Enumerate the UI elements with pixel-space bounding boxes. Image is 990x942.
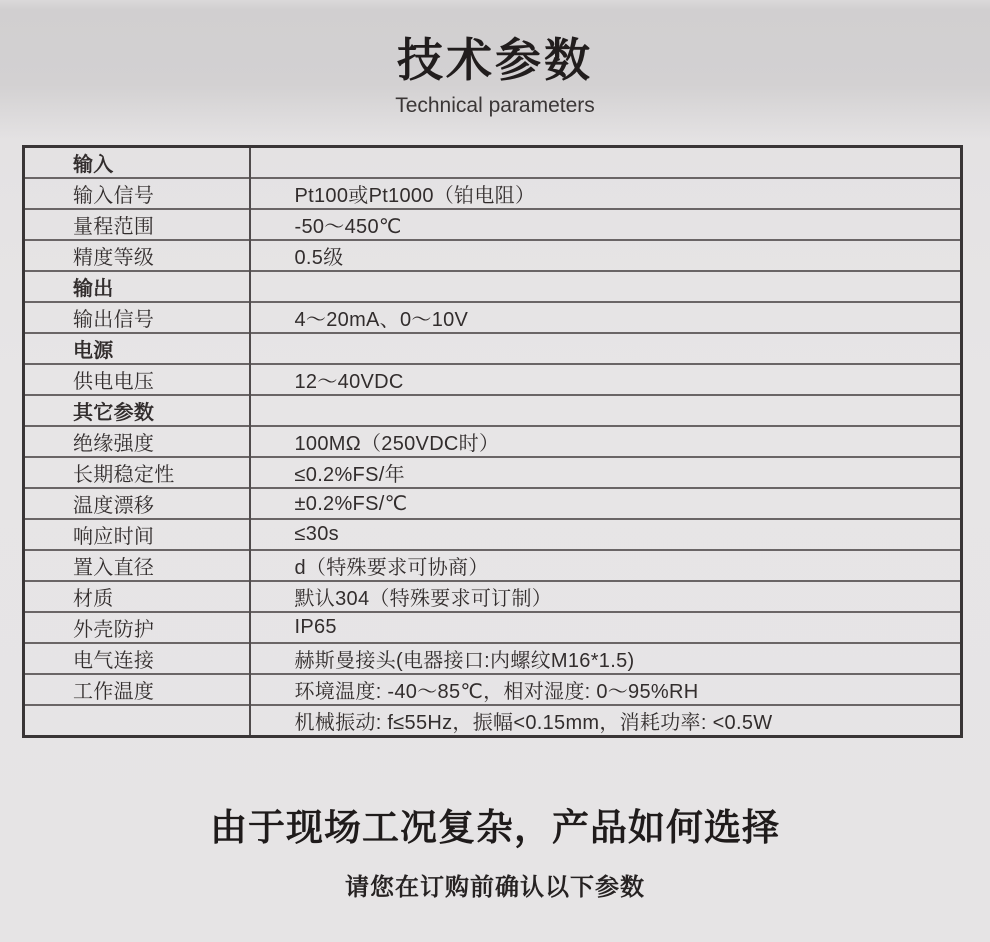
table-row	[24, 550, 962, 581]
param-value-cell: Pt100或Pt1000（铂电阻）	[250, 178, 962, 209]
table-row	[24, 271, 962, 302]
table-row	[24, 395, 962, 426]
param-label-cell: 响应时间	[24, 519, 250, 550]
param-value-cell: 4～20mA、0～10V	[250, 302, 962, 333]
param-label-cell: 外壳防护	[24, 612, 250, 643]
param-label-cell: 工作温度	[24, 674, 250, 705]
spec-table-body	[24, 147, 962, 737]
table-row	[24, 705, 962, 737]
param-label-cell: 其它参数	[24, 395, 250, 426]
table-row	[24, 643, 962, 674]
table-row	[24, 519, 962, 550]
param-label-cell: 绝缘强度	[24, 426, 250, 457]
table-row	[24, 209, 962, 240]
param-label-cell: 精度等级	[24, 240, 250, 271]
param-label-cell: 输出信号	[24, 302, 250, 333]
footer-subheading: 请您在订购前确认以下参数	[345, 874, 645, 901]
param-value-cell: 环境温度: -40～85℃，相对湿度: 0～95%RH	[250, 674, 962, 705]
footer-heading: 由于现场工况复杂，产品如何选择	[210, 807, 780, 848]
spec-table	[22, 145, 963, 738]
param-value-cell: 机械振动: f≤55Hz，振幅<0.15mm，消耗功率: <0.5W	[250, 705, 962, 737]
param-label-cell: 置入直径	[24, 550, 250, 581]
page-header	[0, 0, 990, 118]
param-value-cell: -50～450℃	[250, 209, 962, 240]
table-row	[24, 240, 962, 271]
table-row	[24, 333, 962, 364]
table-row	[24, 581, 962, 612]
param-value-cell	[250, 333, 962, 364]
param-label-cell: 输入信号	[24, 178, 250, 209]
page-title: 技术参数	[397, 34, 593, 86]
param-value-cell	[250, 147, 962, 179]
table-row	[24, 674, 962, 705]
param-label-cell: 输出	[24, 271, 250, 302]
table-row	[24, 178, 962, 209]
table-row	[24, 457, 962, 488]
table-row	[24, 612, 962, 643]
table-row	[24, 364, 962, 395]
param-value-cell: IP65	[250, 612, 962, 643]
param-label-cell: 输入	[24, 147, 250, 179]
param-value-cell: 12～40VDC	[250, 364, 962, 395]
param-label-cell: 电气连接	[24, 643, 250, 674]
param-label-cell: 量程范围	[24, 209, 250, 240]
page-subtitle: Technical parameters	[395, 94, 595, 117]
param-label-cell: 长期稳定性	[24, 457, 250, 488]
param-value-cell: ≤30s	[250, 519, 962, 550]
param-value-cell: d（特殊要求可协商）	[250, 550, 962, 581]
param-label-cell: 供电电压	[24, 364, 250, 395]
param-value-cell: 赫斯曼接头(电器接口:内螺纹M16*1.5)	[250, 643, 962, 674]
param-label-cell: 电源	[24, 333, 250, 364]
table-row	[24, 426, 962, 457]
param-value-cell: 0.5级	[250, 240, 962, 271]
param-value-cell: 100MΩ（250VDC时）	[250, 426, 962, 457]
param-value-cell: ≤0.2%FS/年	[250, 457, 962, 488]
param-label-cell: 温度漂移	[24, 488, 250, 519]
param-label-cell: 材质	[24, 581, 250, 612]
param-value-cell: 默认304（特殊要求可订制）	[250, 581, 962, 612]
table-row	[24, 302, 962, 333]
param-value-cell	[250, 271, 962, 302]
param-label-cell	[24, 705, 250, 737]
param-value-cell	[250, 395, 962, 426]
table-row	[24, 147, 962, 179]
param-value-cell: ±0.2%FS/℃	[250, 488, 962, 519]
table-row	[24, 488, 962, 519]
